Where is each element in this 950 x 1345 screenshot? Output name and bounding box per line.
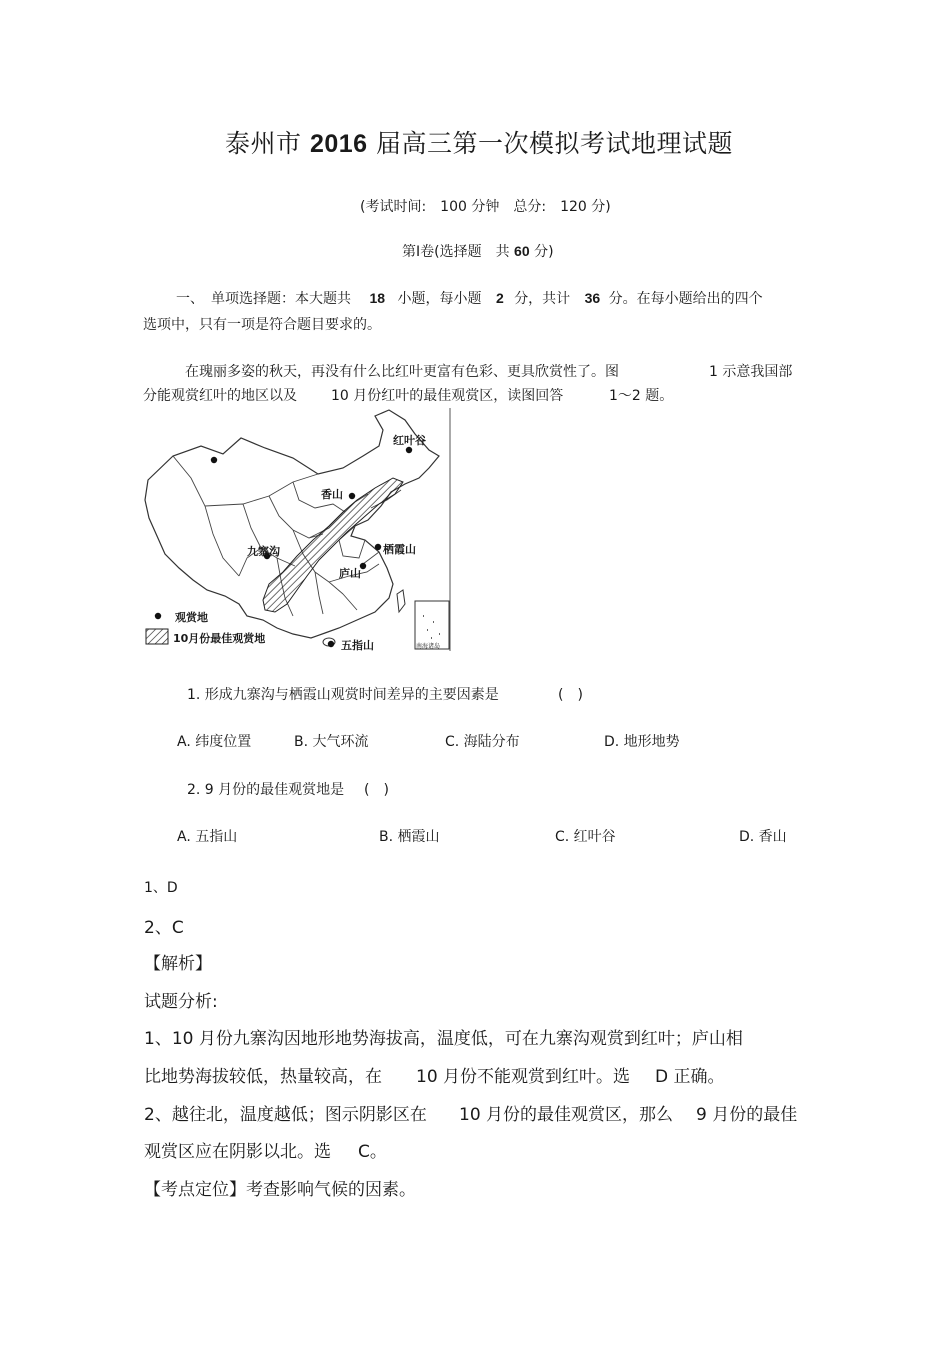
q1-option-d: D. 地形地势 xyxy=(604,734,680,750)
label-wuzhishan: 五指山 xyxy=(341,639,374,652)
title-suffix: 届高三第一次模拟考试地理试题 xyxy=(376,129,734,158)
instr-num2: 2 xyxy=(495,290,504,306)
passage-line1-b: 1 示意我国部 xyxy=(709,364,793,380)
q1-option-a: A. 纬度位置 xyxy=(177,734,252,750)
title-year: 2016 xyxy=(309,130,368,158)
dot-xinjiang xyxy=(211,457,217,463)
knowledge-point: 【考点定位】考查影响气候的因素。 xyxy=(144,1180,416,1200)
explanation-2-line1-a: 2、越往北，温度越低；图示阴影区在 xyxy=(144,1105,427,1125)
label-inset: 南海诸岛 xyxy=(416,643,441,650)
part-prefix: 第Ⅰ卷(选择题 共 xyxy=(402,244,510,260)
part-score: 60 xyxy=(514,243,530,259)
legend-hatch-mark xyxy=(146,629,168,644)
q2-option-c: C. 红叶谷 xyxy=(555,829,616,845)
exam-info: (考试时间: 100 分钟 总分: 120 分) xyxy=(360,199,611,215)
passage-line1-a: 在瑰丽多姿的秋天，再没有什么比红叶更富有色彩、更具欣赏性了。图 xyxy=(185,364,619,380)
instructions-line1 xyxy=(176,288,763,308)
explanation-2-line2-b: C。 xyxy=(358,1142,387,1162)
explanation-1-line1: 1、10 月份九寨沟因地形地势海拔高，温度低，可在九寨沟观赏到红叶；庐山相 xyxy=(144,1029,743,1049)
analysis-subheading: 试题分析: xyxy=(144,992,218,1012)
instr-part-d: 分。在每小题给出的四个 xyxy=(608,291,763,307)
q2-option-d: D. 香山 xyxy=(739,829,787,845)
part-heading xyxy=(402,241,554,261)
legend-area-label: 10月份最佳观赏地 xyxy=(173,632,266,645)
question-2-bracket: ( ) xyxy=(364,782,389,798)
q1-option-b: B. 大气环流 xyxy=(294,734,369,750)
question-2-stem: 2. 9 月份的最佳观赏地是 xyxy=(187,782,345,798)
label-xiangshan: 香山 xyxy=(321,488,343,501)
dot-xiangshan xyxy=(349,493,355,499)
explanation-2-line1-b: 10 月份的最佳观赏区，那么 xyxy=(459,1105,674,1125)
legend-dot-mark xyxy=(155,613,161,619)
passage-line2-c: 1～2 题。 xyxy=(609,388,674,404)
label-lushan: 庐山 xyxy=(339,567,361,580)
instructions-line2: 选项中，只有一项是符合题目要求的。 xyxy=(143,317,381,333)
answer-2: 2、C xyxy=(144,918,184,938)
dot-wuzhishan xyxy=(328,641,334,647)
china-red-leaves-map xyxy=(143,408,453,651)
passage-line2-a: 分能观赏红叶的地区以及 xyxy=(143,388,297,404)
passage-line2-b: 10 月份红叶的最佳观赏区，读图回答 xyxy=(331,388,564,404)
title-prefix: 泰州市 xyxy=(225,129,302,158)
legend-point-label: 观赏地 xyxy=(175,611,208,624)
q2-option-b: B. 栖霞山 xyxy=(379,829,440,845)
question-1-stem: 1. 形成九寨沟与栖霞山观赏时间差异的主要因素是 xyxy=(187,687,499,703)
analysis-heading: 【解析】 xyxy=(144,954,212,974)
instr-part-c: 分，共计 xyxy=(514,291,571,307)
label-jiuzhaigou: 九寨沟 xyxy=(247,545,280,558)
part-suffix: 分) xyxy=(534,244,554,260)
instr-part-b: 小题，每小题 xyxy=(397,291,482,307)
instr-part-a: 一、 单项选择题：本大题共 xyxy=(176,291,351,307)
explanation-1-line2-b: 10 月份不能观赏到红叶。选 xyxy=(416,1067,631,1087)
instr-num3: 36 xyxy=(584,290,601,306)
q1-option-c: C. 海陆分布 xyxy=(445,734,520,750)
explanation-2-line1-c: 9 月份的最佳 xyxy=(696,1105,798,1125)
answer-1: 1、D xyxy=(144,880,178,896)
dot-qixiashan xyxy=(375,544,381,550)
explanation-1-line2-a: 比地势海拔较低，热量较高，在 xyxy=(144,1067,382,1087)
label-hongyegu: 红叶谷 xyxy=(393,434,426,447)
instr-num1: 18 xyxy=(369,290,386,306)
question-1-bracket: ( ) xyxy=(558,687,583,703)
page-title xyxy=(225,124,733,160)
q2-option-a: A. 五指山 xyxy=(177,829,238,845)
explanation-1-line2-c: D 正确。 xyxy=(655,1067,725,1087)
taiwan-island xyxy=(397,590,405,612)
explanation-2-line2-a: 观赏区应在阴影以北。选 xyxy=(144,1142,331,1162)
label-qixiashan: 栖霞山 xyxy=(383,543,416,556)
